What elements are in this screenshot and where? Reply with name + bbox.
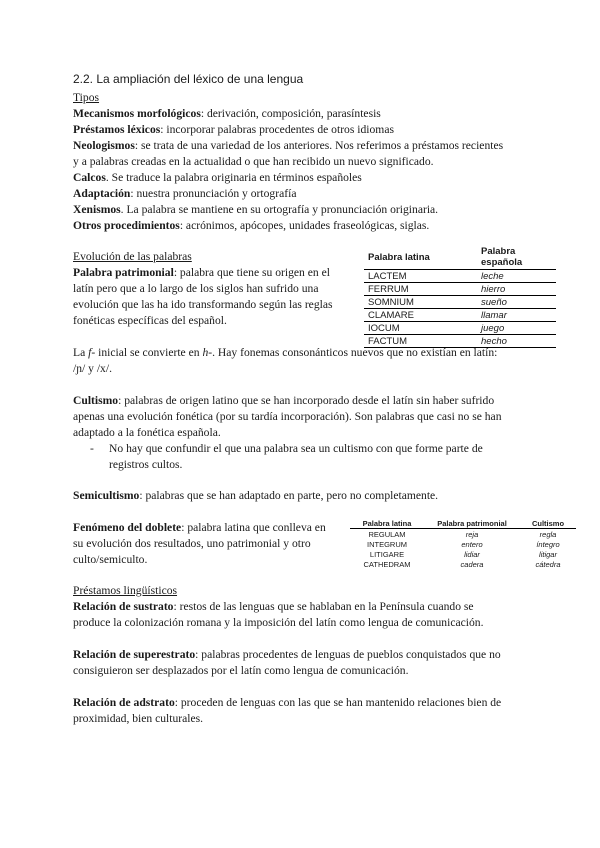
term-text: . La palabra se mantiene en su ortografía y pronunciación originaria. (120, 203, 439, 216)
term-text: : derivación, composición, parasíntesis (200, 107, 381, 120)
term-label: Mecanismos morfológicos (73, 107, 201, 120)
semicultismo-line (73, 488, 438, 504)
term-text: . Se traduce la palabra originaria en términos españoles (105, 171, 362, 184)
f-inicial-line-1 (73, 345, 497, 361)
column-header: Cultismo (520, 519, 576, 529)
term-text: : palabras de origen latino que se han incorporado desde el latín sin haber sufrido (118, 394, 495, 407)
latin-word: FACTUM (364, 335, 477, 348)
term-label: Fenómeno del doblete (73, 521, 182, 534)
patrimonial-line-1 (73, 265, 330, 281)
cultismo-word: regla (539, 529, 557, 539)
adstrato-line-1 (73, 695, 501, 711)
term-label: Calcos (73, 171, 106, 184)
term-text: : acrónimos, apócopes, unidades fraseológicas, siglas. (179, 219, 430, 232)
table-row (350, 549, 576, 559)
column-header: Palabra española (477, 245, 556, 270)
term-label: Palabra patrimonial (73, 266, 174, 279)
term-text: : restos de las lenguas que se hablaban en la Península cuando se (173, 600, 474, 613)
latin-word: SOMNIUM (364, 296, 477, 309)
text-part: . Hay fonemas consonánticos nuevos que no existían en latín: (212, 346, 498, 359)
spanish-word: sueño (477, 296, 556, 309)
column-header: Palabra latina (350, 519, 424, 529)
superestrato-line-2: consiguieron ser desplazados por el latín como lengua de comunicación. (73, 664, 409, 677)
latin-word: LITIGARE (369, 549, 405, 559)
bullet-line-2: registros cultos. (109, 458, 183, 471)
term-text: : proceden de lenguas con las que se han mantenido relaciones bien de (174, 696, 502, 709)
table-row (350, 529, 576, 540)
sustrato-line-2: produce la colonización romana y la imposición del latín como lengua de comunicación. (73, 616, 484, 629)
tipos-neologismos (73, 138, 503, 154)
tipos-adaptacion (73, 186, 296, 202)
patrimonial-line-3: evolución que las ha ido transformando según las reglas (73, 298, 333, 311)
term-text: : palabras procedentes de lenguas de pueblos conquistados que no (195, 648, 501, 661)
term-label: Cultismo (73, 394, 119, 407)
tipos-xenismos (73, 202, 438, 218)
latin-word: INTEGRUM (367, 539, 407, 549)
superestrato-line-1 (73, 647, 501, 663)
term-label: Semicultismo (73, 489, 140, 502)
patrimonial-word: entero (461, 539, 483, 549)
patrimonial-line-4: fonéticas específicas del español. (73, 314, 227, 327)
text-part: La (73, 346, 89, 359)
latin-word: FERRUM (364, 283, 477, 296)
table-row (364, 283, 556, 296)
term-text: : palabra que tiene su origen en el (173, 266, 330, 279)
cultismo-word: cátedra (535, 559, 561, 569)
term-text: : incorporar palabras procedentes de otros idiomas (160, 123, 394, 136)
tipos-mecanismos (73, 106, 381, 122)
term-label: Neologismos (73, 139, 135, 152)
cultismo-word: litigar (539, 549, 557, 559)
spanish-word: juego (477, 322, 556, 335)
patrimonial-table (364, 245, 556, 348)
table-row (364, 309, 556, 322)
latin-word: REGULAM (368, 529, 406, 539)
patrimonial-word: reja (465, 529, 479, 539)
table-row (350, 559, 576, 569)
latin-word: IOCUM (364, 322, 477, 335)
term-text: : palabra latina que conlleva en (181, 521, 326, 534)
doblete-line-1 (73, 520, 326, 536)
tipos-otros (73, 218, 429, 234)
text-part: f- (88, 346, 96, 359)
term-text: : nuestra pronunciación y ortografía (130, 187, 297, 200)
column-header: Palabra latina (364, 245, 477, 270)
latin-word: LACTEM (364, 270, 477, 283)
f-inicial-line-2: /ɲ/ y /x/. (73, 362, 112, 375)
term-label: Relación de sustrato (73, 600, 174, 613)
term-text: : palabras que se han adaptado en parte, pero no completamente. (139, 489, 439, 502)
term-label: Adaptación (73, 187, 131, 200)
tipos-neologismos-cont: y a palabras creadas en la actualidad o que han recibido un nuevo significado. (73, 155, 434, 168)
text-part: h- (202, 346, 213, 359)
term-label: Xenismos (73, 203, 121, 216)
spanish-word: hierro (477, 283, 556, 296)
cultismo-line-1 (73, 393, 494, 409)
latin-word: CATHEDRAM (363, 559, 411, 569)
patrimonial-word: lidiar (464, 549, 480, 559)
patrimonial-line-2: latín pero que a lo largo de los siglos han sufrido una (73, 282, 319, 295)
table-row (364, 322, 556, 335)
tipos-heading: Tipos (73, 91, 100, 104)
prestamos-heading: Préstamos lingüísticos (73, 584, 178, 597)
column-header: Palabra patrimonial (424, 519, 520, 529)
section-title: 2.2. La ampliación del léxico de una lengua (73, 72, 304, 86)
tipos-calcos (73, 170, 362, 186)
doblete-line-3: culto/semiculto. (73, 553, 148, 566)
table-row (364, 270, 556, 283)
term-label: Préstamos léxicos (73, 123, 161, 136)
term-label: Otros procedimientos (73, 219, 180, 232)
table-row (350, 539, 576, 549)
term-label: Relación de superestrato (73, 648, 196, 661)
cultismo-word: íntegro (536, 539, 560, 549)
sustrato-line-1 (73, 599, 474, 615)
patrimonial-word: cadera (460, 559, 484, 569)
doblete-table (350, 519, 576, 569)
latin-word: CLAMARE (364, 309, 477, 322)
spanish-word: llamar (477, 309, 556, 322)
table-row (364, 296, 556, 309)
term-label: Relación de adstrato (73, 696, 175, 709)
term-text: : se trata de una variedad de los anteriores. Nos referimos a préstamos recientes (134, 139, 504, 152)
cultismo-line-2: apenas una evolución fonética (por su tardía incorporación). Son palabras que casi no se han (73, 410, 502, 423)
cultismo-line-3: adaptado a la fonética española. (73, 426, 221, 439)
tipos-prestamos (73, 122, 394, 138)
doblete-line-2: su evolución dos resultados, uno patrimonial y otro (73, 537, 311, 550)
bullet-line-1: No hay que confundir el que una palabra sea un cultismo con que forme parte de (109, 442, 483, 455)
spanish-word: leche (477, 270, 556, 283)
evolucion-heading: Evolución de las palabras (73, 250, 192, 263)
spanish-word: hecho (477, 335, 556, 348)
adstrato-line-2: proximidad, bien culturales. (73, 712, 204, 725)
bullet-dash: - (90, 442, 94, 455)
text-part: inicial se convierte en (95, 346, 203, 359)
